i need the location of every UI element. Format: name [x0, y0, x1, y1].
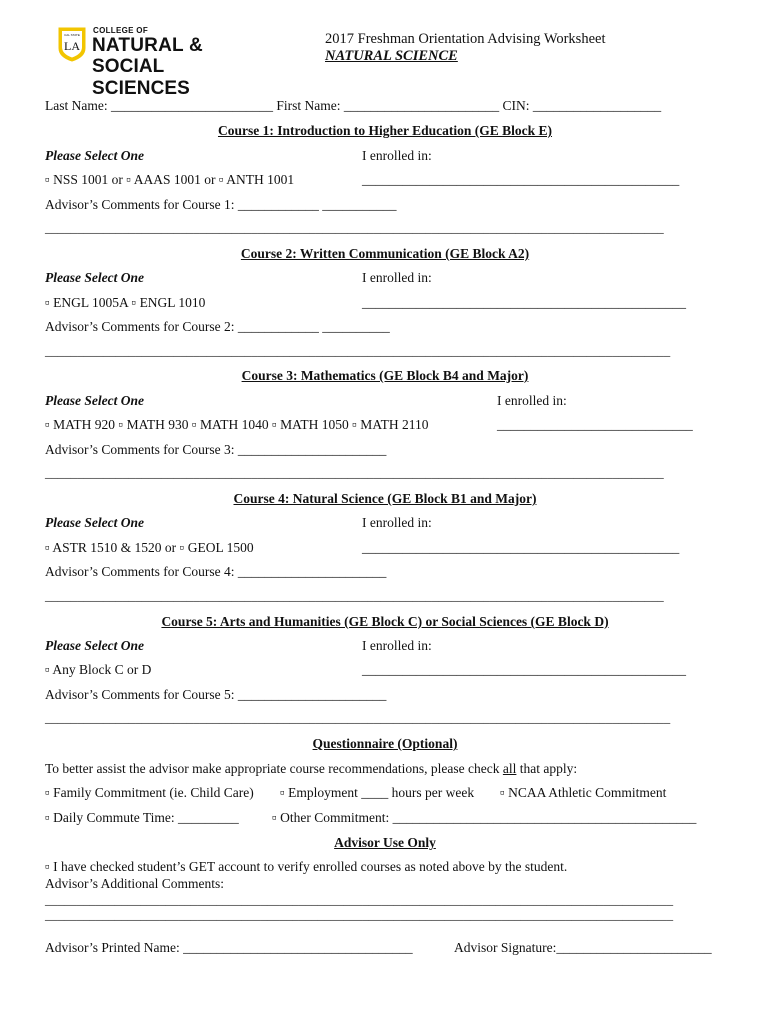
course-2-heading: Course 2: Written Communication (GE Block A2) — [240, 246, 530, 261]
course-4-options[interactable]: ▫ ASTR 1510 & 1520 or ▫ GEOL 1500 — [45, 540, 254, 555]
course-2-comments[interactable]: Advisor’s Comments for Course 2: ____________ __________ — [45, 319, 390, 334]
worksheet-subtitle: NATURAL SCIENCE — [325, 48, 458, 64]
questionnaire-heading: Questionnaire (Optional) — [312, 736, 458, 751]
course-4-comment-line[interactable]: ________________________________________________________________________________________________ — [45, 589, 664, 603]
advisor-printed-name-field[interactable]: Advisor’s Printed Name: __________________________________ — [45, 940, 413, 955]
daily-commute-checkbox[interactable]: ▫ Daily Commute Time: _________ — [45, 810, 239, 825]
course-3-comment-line[interactable]: ________________________________________________________________________________________________ — [45, 466, 664, 480]
employment-checkbox[interactable]: ▫ Employment ____ hours per week — [280, 785, 475, 800]
advisor-comment-line-2[interactable]: ___________________________________________________________________________________________________ — [45, 908, 674, 922]
advisor-comment-line-1[interactable]: ___________________________________________________________________________________________________ — [45, 893, 674, 907]
ncaa-commitment-checkbox[interactable]: ▫ NCAA Athletic Commitment — [500, 785, 667, 800]
course-4-select-label: Please Select One — [45, 515, 144, 530]
svg-text:LA: LA — [64, 39, 80, 53]
cal-state-la-seal-icon — [57, 24, 87, 62]
course-2-select-label: Please Select One — [45, 270, 144, 285]
course-2-comment-line[interactable]: _________________________________________________________________________________________________ — [45, 344, 671, 358]
course-2-enrolled-label: I enrolled in: — [362, 270, 432, 285]
course-2-options[interactable]: ▫ ENGL 1005A ▫ ENGL 1010 — [45, 295, 206, 310]
course-1-options[interactable]: ▫ NSS 1001 or ▫ AAAS 1001 or ▫ ANTH 1001 — [45, 172, 295, 187]
course-2-enrolled-field[interactable]: ________________________________________________ — [362, 295, 686, 310]
course-5-comments[interactable]: Advisor’s Comments for Course 5: ______________________ — [45, 687, 387, 702]
course-3-heading: Course 3: Mathematics (GE Block B4 and Major) — [241, 368, 529, 383]
logo-line-college-of: COLLEGE OF — [93, 26, 148, 35]
course-5-options[interactable]: ▫ Any Block C or D — [45, 662, 152, 677]
course-1-select-label: Please Select One — [45, 148, 144, 163]
course-4-enrolled-label: I enrolled in: — [362, 515, 432, 530]
get-account-checkbox[interactable]: ▫ I have checked student’s GET account to verify enrolled courses as noted above by the student. — [45, 859, 568, 874]
course-5-select-label: Please Select One — [45, 638, 144, 653]
course-3-comments[interactable]: Advisor’s Comments for Course 3: ______________________ — [45, 442, 387, 457]
course-4-heading: Course 4: Natural Science (GE Block B1 and Major) — [233, 491, 537, 506]
questionnaire-intro — [45, 761, 577, 777]
course-5-heading: Course 5: Arts and Humanities (GE Block C) or Social Sciences (GE Block D) — [161, 614, 609, 629]
logo-line-social-sciences: SOCIAL SCIENCES — [92, 56, 190, 99]
course-1-comments[interactable]: Advisor’s Comments for Course 1: ____________ ___________ — [45, 197, 397, 212]
course-4-comments[interactable]: Advisor’s Comments for Course 4: ______________________ — [45, 564, 387, 579]
advisor-additional-comments-label: Advisor’s Additional Comments: — [45, 876, 225, 891]
course-1-heading: Course 1: Introduction to Higher Education (GE Block E) — [217, 123, 553, 138]
svg-text:CAL STATE: CAL STATE — [64, 33, 80, 37]
course-1-enrolled-label: I enrolled in: — [362, 148, 432, 163]
logo-line-natural: NATURAL & — [92, 35, 203, 56]
course-5-enrolled-label: I enrolled in: — [362, 638, 432, 653]
course-5-comment-line[interactable]: _________________________________________________________________________________________________ — [45, 711, 671, 725]
questionnaire-intro-all: all — [502, 761, 517, 776]
family-commitment-checkbox[interactable]: ▫ Family Commitment (ie. Child Care) — [45, 785, 254, 800]
college-logo — [57, 24, 267, 99]
course-3-options[interactable]: ▫ MATH 920 ▫ MATH 930 ▫ MATH 1040 ▫ MATH 1050 ▫ MATH 2110 — [45, 417, 429, 432]
course-3-select-label: Please Select One — [45, 393, 144, 408]
name-fields-line[interactable]: Last Name: ________________________ First Name: _______________________ CIN: ___________________ — [45, 98, 662, 113]
course-5-enrolled-field[interactable]: ________________________________________________ — [362, 662, 686, 677]
course-1-enrolled-field[interactable]: _______________________________________________ — [362, 172, 680, 187]
course-1-comment-line[interactable]: ________________________________________________________________________________________________ — [45, 221, 664, 235]
worksheet-title: 2017 Freshman Orientation Advising Worksheet — [325, 31, 606, 47]
course-4-enrolled-field[interactable]: _______________________________________________ — [362, 540, 680, 555]
course-3-enrolled-field[interactable]: _____________________________ — [497, 417, 693, 432]
advisor-use-heading: Advisor Use Only — [334, 835, 436, 850]
questionnaire-intro-before: To better assist the advisor make appropriate course recommendations, please check — [45, 761, 503, 776]
advisor-signature-field[interactable]: Advisor Signature:_______________________ — [454, 940, 712, 955]
questionnaire-intro-after: that apply: — [516, 761, 578, 776]
other-commitment-checkbox[interactable]: ▫ Other Commitment: _____________________________________________ — [272, 810, 697, 825]
course-3-enrolled-label: I enrolled in: — [497, 393, 567, 408]
